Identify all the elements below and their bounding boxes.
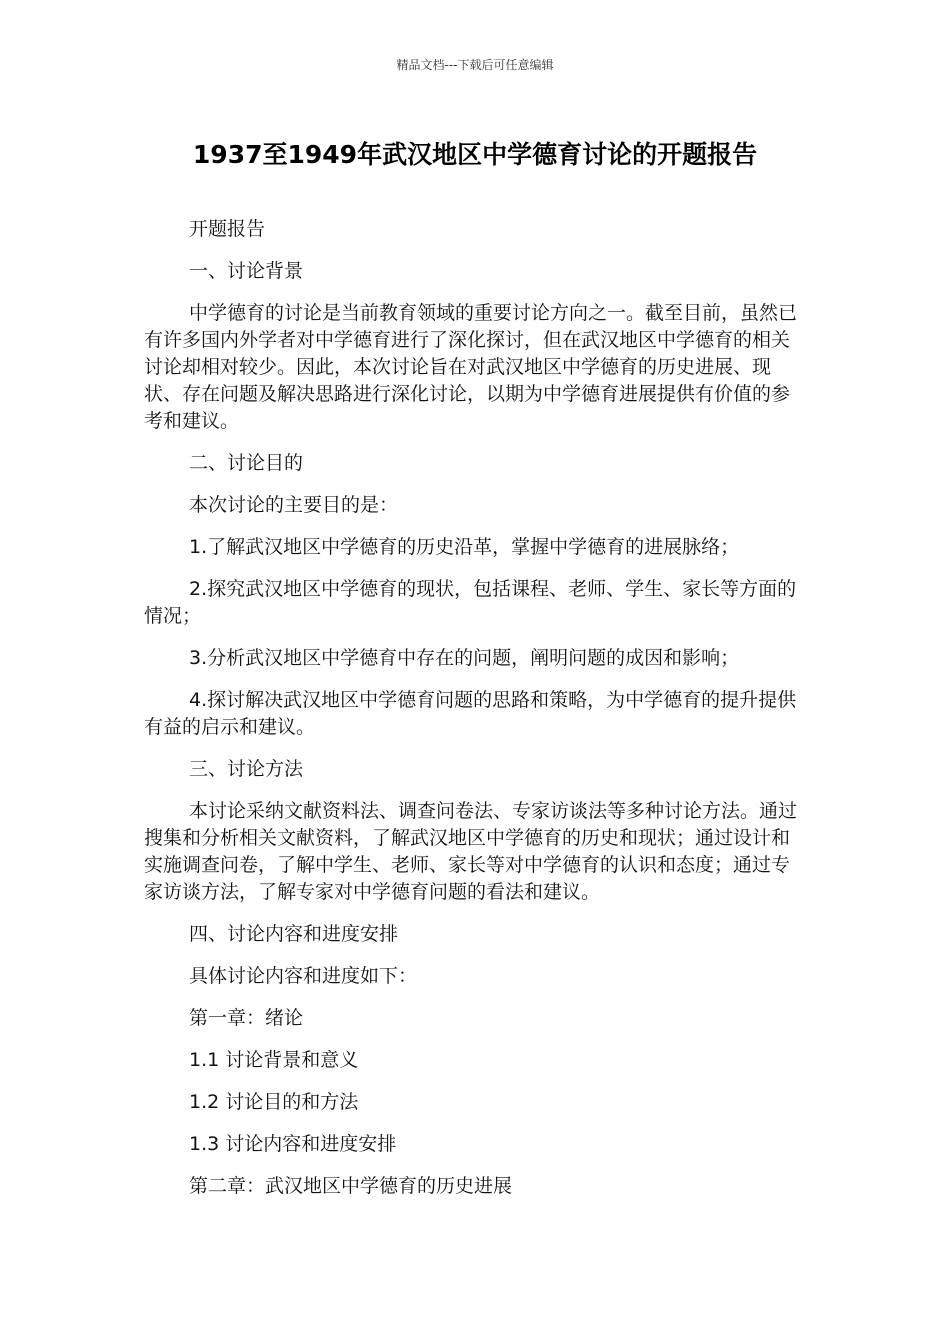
document-body — [144, 216, 799, 1215]
heading-report: 开题报告 — [189, 218, 266, 240]
page-header: 精品文档---下载后可任意编辑 — [396, 58, 554, 72]
section-heading-content: 四、讨论内容和进度安排 — [189, 923, 399, 945]
list-item-purpose-3: 3.分析武汉地区中学德育中存在的问题，阐明问题的成因和影响； — [189, 647, 740, 669]
list-item-purpose-4: 4.探讨解决武汉地区中学德育问题的思路和策略，为中学德育的提升提供有益的启示和建议。 — [144, 689, 797, 738]
document-title: 1937至1949年武汉地区中学德育讨论的开题报告 — [192, 140, 758, 169]
section-heading-purpose: 二、讨论目的 — [189, 452, 304, 474]
chapter-1-item-2: 1.2 讨论目的和方法 — [189, 1091, 359, 1113]
chapter-1-item-3: 1.3 讨论内容和进度安排 — [189, 1133, 397, 1155]
paragraph-background: 中学德育的讨论是当前教育领域的重要讨论方向之一。截至目前，虽然已有许多国内外学者对中学德育进行了深化探讨，但在武汉地区中学德育的相关讨论却相对较少。因此，本次讨论旨在对武汉地区中学德育的历史进展、现状、存在问题及解决思路进行深化讨论，以期为中学德育进展提供有价值的参考和建议。 — [144, 302, 798, 432]
paragraph-method: 本讨论采纳文献资料法、调查问卷法、专家访谈法等多种讨论方法。通过搜集和分析相关文献资料，了解武汉地区中学德育的历史和现状；通过设计和实施调查问卷，了解中学生、老师、家长等对中学德育的认识和态度；通过专家访谈方法，了解专家对中学德育问题的看法和建议。 — [144, 800, 798, 903]
list-item-purpose-2: 2.探究武汉地区中学德育的现状，包括课程、老师、学生、家长等方面的情况； — [144, 578, 797, 627]
list-item-purpose-1: 1.了解武汉地区中学德育的历史沿革，掌握中学德育的进展脉络； — [189, 536, 740, 558]
chapter-1-item-1: 1.1 讨论背景和意义 — [189, 1049, 359, 1071]
section-heading-method: 三、讨论方法 — [189, 758, 304, 780]
section-heading-background: 一、讨论背景 — [189, 260, 304, 282]
paragraph-content-intro: 具体讨论内容和进度如下： — [189, 965, 418, 987]
chapter-1-heading: 第一章：绪论 — [189, 1007, 304, 1029]
chapter-2-heading: 第二章：武汉地区中学德育的历史进展 — [189, 1175, 513, 1197]
paragraph-purpose-intro: 本次讨论的主要目的是： — [189, 494, 399, 516]
